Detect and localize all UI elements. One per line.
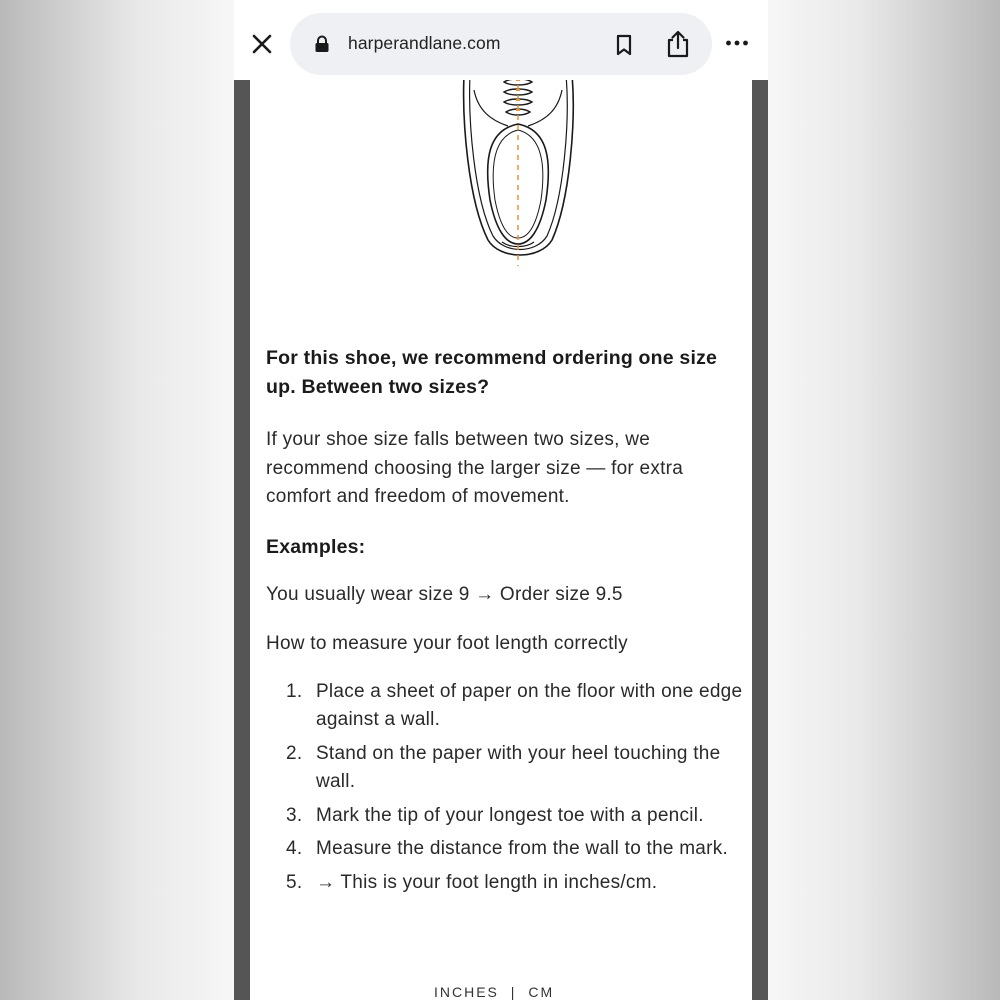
close-button[interactable] xyxy=(248,30,276,58)
example-line: You usually wear size 9 → Order size 9.5 xyxy=(266,583,623,605)
step-text: Mark the tip of your longest toe with a pencil. xyxy=(316,804,704,826)
unit-toggle xyxy=(434,984,560,1000)
list-item xyxy=(266,835,746,864)
step-text: Stand on the paper with your heel touching the wall. xyxy=(316,742,721,792)
web-page xyxy=(250,80,752,1000)
more-button[interactable] xyxy=(722,28,752,58)
measure-intro: How to measure your foot length correctly xyxy=(266,632,628,654)
browser-toolbar xyxy=(234,0,768,80)
size-guide-content xyxy=(266,344,746,902)
bookmark-icon[interactable] xyxy=(612,33,636,57)
list-item xyxy=(266,740,746,797)
share-icon[interactable] xyxy=(664,29,692,59)
examples-heading: Examples: xyxy=(266,535,366,558)
list-item xyxy=(266,869,746,898)
close-icon xyxy=(251,33,273,55)
address-bar[interactable] xyxy=(290,13,712,75)
step-number: 4. xyxy=(286,838,303,859)
step-text: → This is your foot length in inches/cm. xyxy=(316,871,658,893)
step-number: 1. xyxy=(286,680,303,702)
step-number: 5. xyxy=(286,871,303,893)
shoe-size-illustration xyxy=(460,80,580,270)
url-text: harperandlane.com xyxy=(348,33,501,53)
list-item xyxy=(266,678,746,735)
webview-frame xyxy=(234,80,768,1000)
more-horizontal-icon xyxy=(725,39,749,47)
unit-separator: | xyxy=(510,984,517,1000)
recommendation-paragraph: If your shoe size falls between two sizes, we recommend choosing the larger size — for extra comfort and freedom of movement. xyxy=(266,429,684,507)
lock-icon xyxy=(314,35,330,53)
step-text: Measure the distance from the wall to the mark. xyxy=(316,838,728,859)
phone-screen xyxy=(234,0,768,1000)
recommendation-heading: For this shoe, we recommend ordering one size up. Between two sizes? xyxy=(266,347,718,398)
unit-tab-cm[interactable]: CM xyxy=(528,984,555,1000)
list-item xyxy=(266,802,746,831)
step-text: Place a sheet of paper on the floor with one edge against a wall. xyxy=(316,680,743,730)
step-number: 2. xyxy=(286,742,303,764)
measure-steps-list xyxy=(266,678,746,898)
step-number: 3. xyxy=(286,804,303,826)
unit-tab-inches[interactable]: INCHES xyxy=(434,984,499,1000)
